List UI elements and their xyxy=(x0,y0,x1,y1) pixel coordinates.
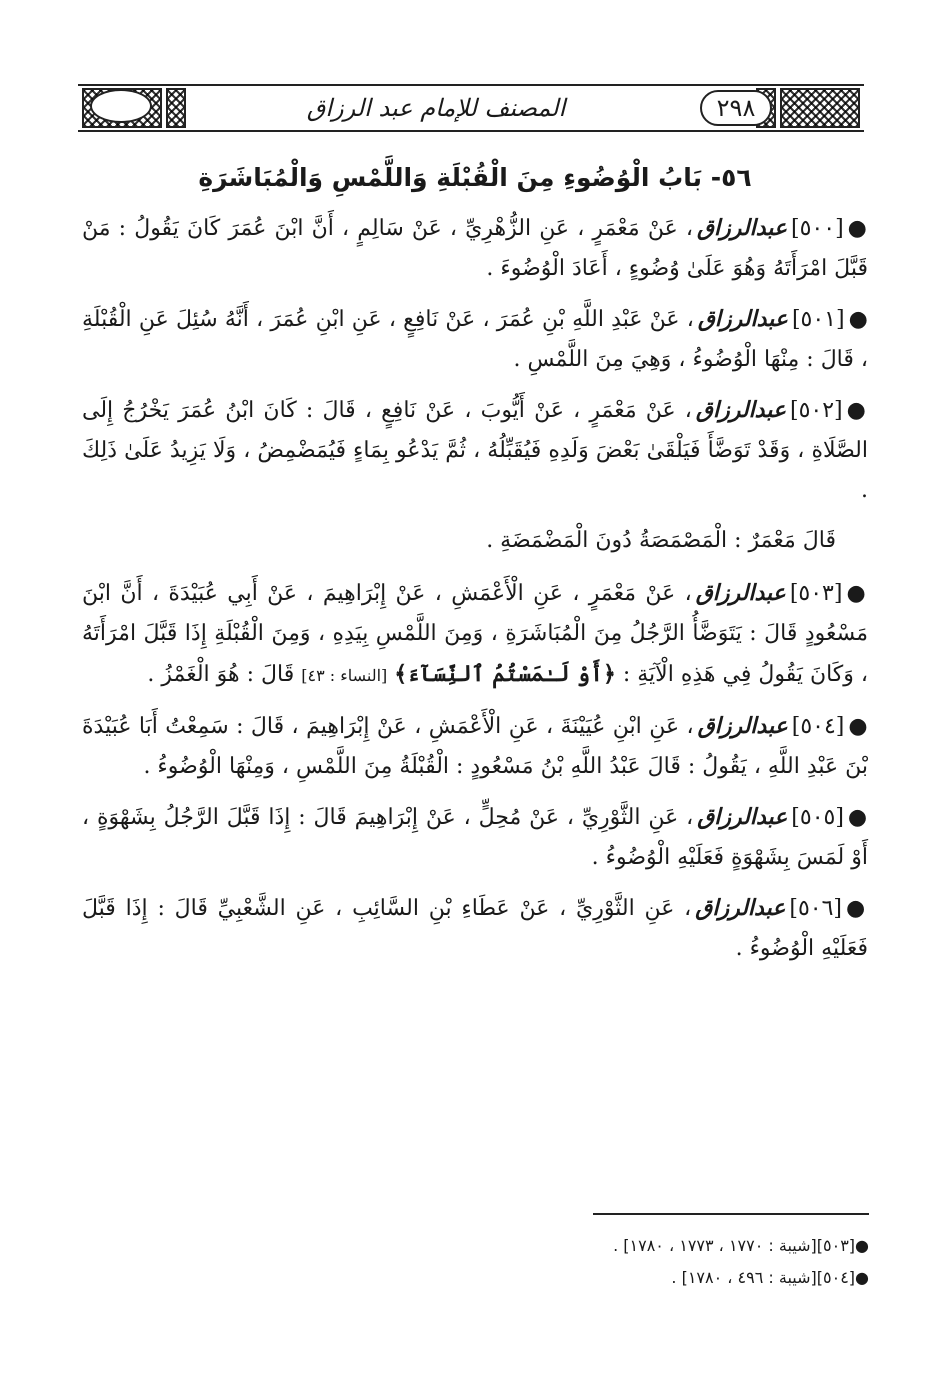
bullet-icon: ● xyxy=(846,581,869,606)
bullet-icon: ● xyxy=(847,805,868,830)
hadith-number: [٥٠٠] xyxy=(791,216,844,241)
bullet-icon: ● xyxy=(846,896,869,921)
hadith-text: ، عَنِ ابْنِ عُيَيْنَةَ ، عَنِ الْأَعْمَشِ ، عَنْ إِبْرَاهِيمَ ، قَالَ : سَمِعْتُ أَبَا عُبَيْدَةَ بْنَ عَبْدِ اللَّهِ ، يَقُولُ : قَالَ عَبْدُ اللَّهِ بْنُ مَسْعُودٍ : الْقُبْلَةُ مِنَ اللَّمْسِ ، وَمِنْهَا الْوُضُوءُ . xyxy=(82,714,868,779)
hadith-text: ، عَنْ مَعْمَرٍ ، عَنِ الْأَعْمَشِ ، عَنْ إِبْرَاهِيمَ ، عَنْ أَبِي عُبَيْدَةَ ، أَنَّ ابْنَ مَسْعُودٍ قَالَ : يَتَوَضَّأُ الرَّجُلُ مِنَ الْمُبَاشَرَةِ ، وَمِنَ اللَّمْسِ بِيَدِهِ ، وَمِنَ الْقُبْلَةِ إِذَا قَبَّلَ امْرَأَتَهُ ، وَكَانَ يَقُولُ فِي هَذِهِ الْآيَةِ : xyxy=(82,581,868,687)
chapter-title: ٥٦- بَابُ الْوُضُوءِ مِنَ الْقُبْلَةِ وَاللَّمْسِ وَالْمُبَاشَرَةِ xyxy=(198,163,752,192)
hadith-note-502: قَالَ مَعْمَرٌ : الْمَصْمَصَةُ دُونَ الْمَضْمَضَةِ . xyxy=(486,528,836,553)
footnotes xyxy=(269,1230,869,1294)
running-title: المصنف للإمام عبد الرزاق xyxy=(306,94,566,122)
bullet-icon: ● xyxy=(848,714,868,739)
hadith-text: ، عَنِ الثَّوْرِيِّ ، عَنْ مُحِلٍّ ، عَنْ إِبْرَاهِيمَ قَالَ : إِذَا قَبَّلَ الرَّجُلُ بِشَهْوَةٍ ، أَوْ لَمَسَ بِشَهْوَةٍ فَعَلَيْهِ الْوُضُوءُ . xyxy=(82,805,868,870)
hadith-entry-504 xyxy=(82,706,868,787)
footnote-503 xyxy=(269,1230,869,1262)
quran-quote: ﴿أَوْ لَـٰمَسْتُمُ ٱلنِّسَآءَ﴾ xyxy=(394,661,616,687)
footnote-504 xyxy=(269,1262,869,1294)
hadith-text-tail: قَالَ : هُوَ الْغَمْزُ . xyxy=(147,662,295,687)
book-seal-logo-icon xyxy=(90,89,152,123)
hadith-text: ، عَنْ مَعْمَرٍ ، عَنِ الزُّهْرِيِّ ، عَنْ سَالِمٍ ، أَنَّ ابْنَ عُمَرَ كَانَ يَقُولُ : مَنْ قَبَّلَ امْرَأَتَهُ وَهُوَ عَلَىٰ وُضُوءٍ ، أَعَادَ الْوُضُوءَ . xyxy=(82,216,868,281)
hadith-entry-505 xyxy=(82,797,868,878)
hadith-entry-502 xyxy=(82,390,868,511)
hadith-author: عبدالرزاق xyxy=(697,306,788,332)
footnote-text: [٥٠٣][شيبة : ١٧٧٠ ، ١٧٧٣ ، ١٧٨٠] . xyxy=(613,1236,856,1255)
hadith-author: عبدالرزاق xyxy=(695,895,786,921)
hadith-number: [٥٠٥] xyxy=(791,805,844,830)
ornament-right-icon xyxy=(780,88,860,128)
hadith-author: عبدالرزاق xyxy=(697,804,788,830)
hadith-number: [٥٠٤] xyxy=(791,714,845,739)
hadith-entry-500 xyxy=(82,208,868,289)
ornament-inner-left-icon xyxy=(166,88,186,128)
quran-reference: [النساء : ٤٣] xyxy=(301,666,388,685)
hadith-number: [٥٠٦] xyxy=(789,896,842,921)
hadith-author: عبدالرزاق xyxy=(697,713,788,739)
hadith-text: ، عَنْ عَبْدِ اللَّهِ بْنِ عُمَرَ ، عَنْ نَافِعٍ ، عَنِ ابْنِ عُمَرَ ، أَنَّهُ سُئِلَ عَنِ الْقُبْلَةِ ، قَالَ : مِنْهَا الْوُضُوءُ ، وَهِيَ مِنَ اللَّمْسِ . xyxy=(82,307,868,372)
hadith-number: [٥٠١] xyxy=(791,307,845,332)
hadith-entry-501 xyxy=(82,299,868,380)
hadith-author: عبدالرزاق xyxy=(695,397,786,423)
page-number: ٢٩٨ xyxy=(700,90,772,126)
bullet-icon: ● xyxy=(846,398,869,423)
hadith-number: [٥٠٢] xyxy=(790,398,843,423)
page-header xyxy=(78,84,864,132)
hadith-number: [٥٠٣] xyxy=(789,581,843,606)
hadith-author: عبدالرزاق xyxy=(696,215,788,241)
footnote-text: [٥٠٤][شيبة : ٤٩٦ ، ١٧٨٠] . xyxy=(671,1268,856,1287)
bullet-icon: ● xyxy=(855,1236,869,1255)
hadith-author: عبدالرزاق xyxy=(695,580,786,606)
bullet-icon: ● xyxy=(855,1268,869,1287)
hadith-text: ، عَنِ الثَّوْرِيِّ ، عَنْ عَطَاءِ بْنِ السَّائِبِ ، عَنِ الشَّعْبِيِّ قَالَ : إِذَا قَبَّلَ فَعَلَيْهِ الْوُضُوءُ . xyxy=(82,896,868,961)
hadith-entry-506 xyxy=(82,888,868,969)
hadith-text: ، عَنْ مَعْمَرٍ ، عَنْ أَيُّوبَ ، عَنْ نَافِعٍ ، قَالَ : كَانَ ابْنُ عُمَرَ يَخْرُجُ إِلَى الصَّلَاةِ ، وَقَدْ تَوَضَّأَ فَيَلْقَىٰ بَعْضَ وَلَدِهِ فَيُقَبِّلُهُ ، ثُمَّ يَدْعُو بِمَاءٍ فَيُمَضْمِضُ ، وَلَا يَزِيدُ عَلَىٰ ذَلِكَ . xyxy=(82,398,868,503)
footnote-divider xyxy=(593,1213,869,1215)
page-body xyxy=(82,158,868,979)
bullet-icon: ● xyxy=(848,307,868,332)
bullet-icon: ● xyxy=(847,216,868,241)
hadith-entry-503 xyxy=(82,573,868,696)
